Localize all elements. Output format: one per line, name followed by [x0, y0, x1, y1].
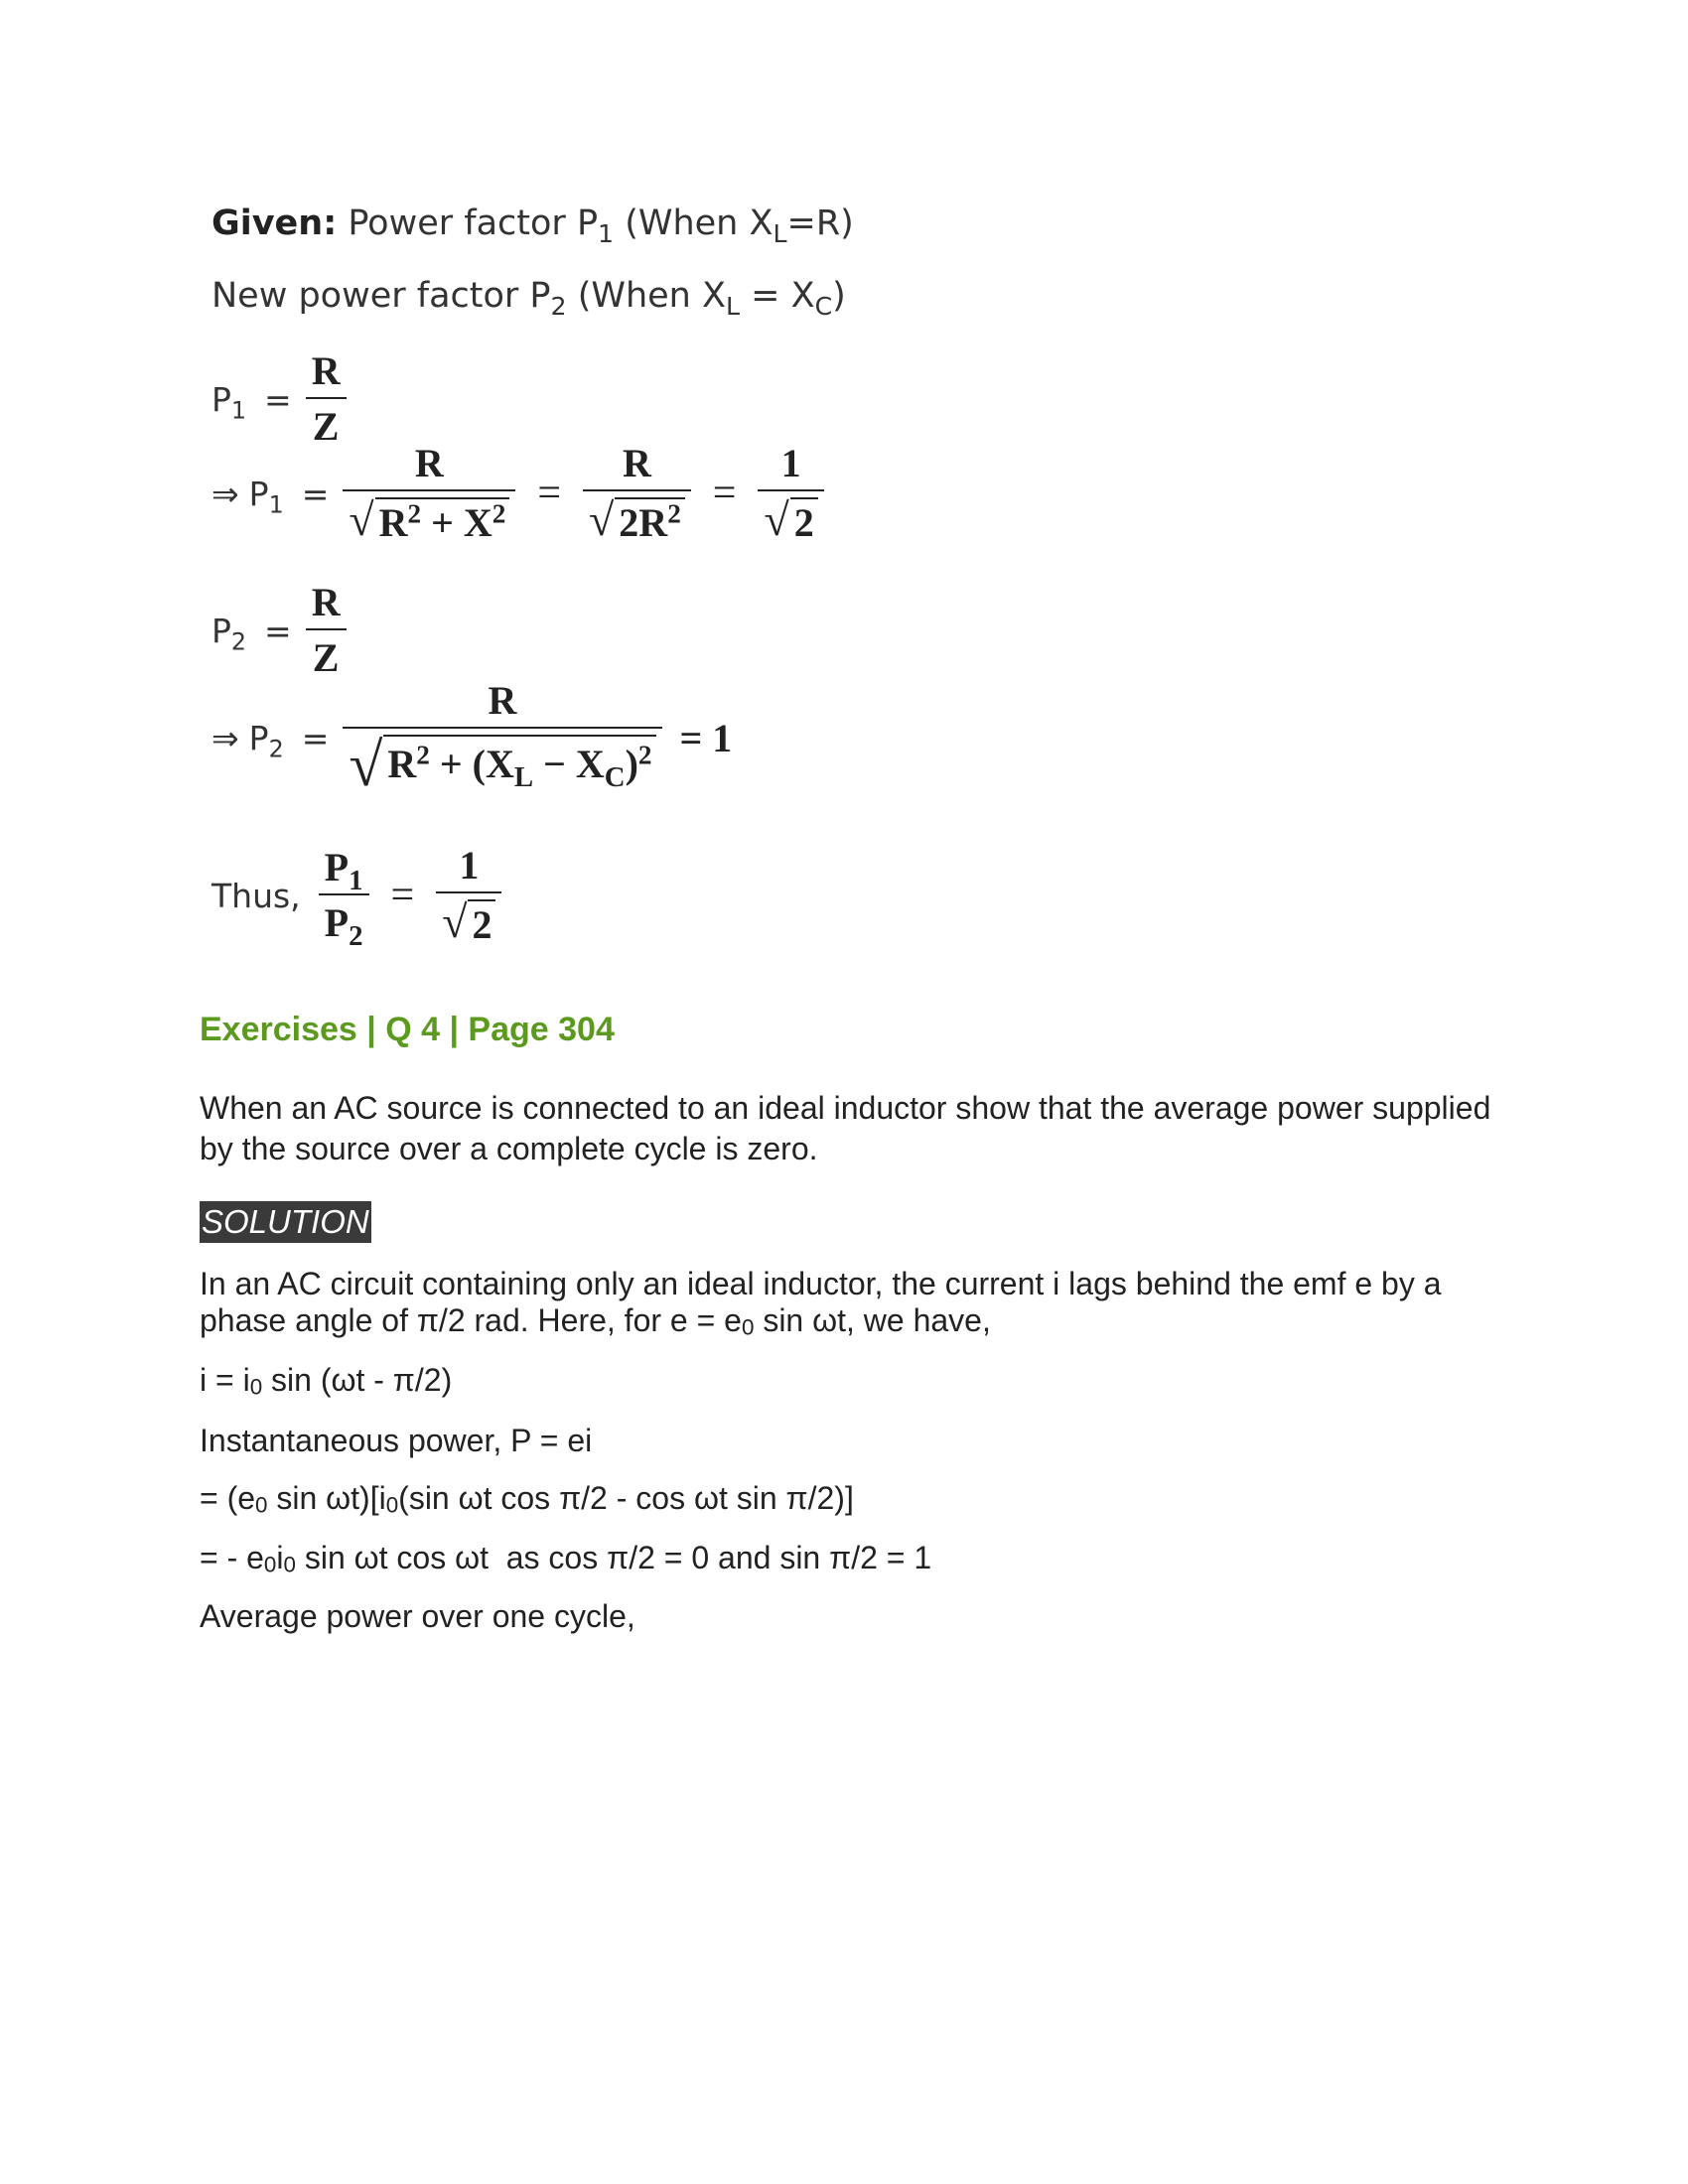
expansion-line: = (e0 sin ωt)[i0(sin ωt cos π/2 - cos ωt sin π/2)]: [200, 1480, 854, 1518]
equation-p1-evaluation: ⇒ $P_1$ = R √ $R^2 + X^2$ = R √ $2R^2$ = 1 √ 2: [211, 442, 824, 545]
fraction-one-over-root2-result: 1 √ 2: [436, 844, 501, 947]
simplification-line: = - e0i0 sin ωt cos ωt as cos π/2 = 0 and sin π/2 = 1: [200, 1540, 932, 1577]
fraction-one-over-root2: 1 √ 2: [758, 442, 823, 545]
solution-badge: SOLUTION: [200, 1201, 371, 1243]
fraction-r-over-sqrt-impedance: R √ $R^2 + (X_L - X_C)^2$: [343, 679, 661, 796]
average-power-line: Average power over one cycle,: [200, 1598, 635, 1634]
solution-paragraph: In an AC circuit containing only an ideal inductor, the current i lags behind the emf e by a phase angle of π/2 rad. Here, for e = e0 sin ωt, we have,: [200, 1266, 1442, 1340]
equation-ratio-result: Thus, $\frac{P_1}{P_2}$ = 1 √ 2: [211, 844, 501, 947]
fraction-r-over-z-2: $\frac{R}{Z}$: [306, 581, 347, 680]
equation-p1-definition: $P_1$ = $\frac{R}{Z}$: [211, 349, 347, 449]
fraction-r-over-sqrt-r2-x2: R √ $R^2 + X^2$: [343, 442, 515, 545]
given-line: Given: Power factor $P_1$ (When $X_L=R$): [211, 204, 854, 249]
equation-p2-definition: $P_2$ = $\frac{R}{Z}$: [211, 581, 347, 680]
equation-p2-evaluation: ⇒ $P_2$ = R √ $R^2 + (X_L - X_C)^2$ = 1: [211, 678, 733, 799]
given-label: Given:: [211, 204, 338, 243]
exercise-heading: Exercises | Q 4 | Page 304: [200, 1011, 615, 1048]
fraction-r-over-z: $\frac{R}{Z}$: [306, 349, 347, 449]
fraction-p1-over-p2: $\frac{P_1}{P_2}$: [319, 846, 369, 945]
question-text: When an AC source is connected to an ideal inductor show that the average power supplied by the source over a complete cycle is zero.: [200, 1090, 1491, 1166]
current-equation: i = i0 sin (ωt - π/2): [200, 1362, 453, 1400]
instantaneous-power-line: Instantaneous power, P = ei: [200, 1423, 593, 1458]
new-power-factor-line: New power factor $P_2$ (When $X_L = X_C$): [211, 276, 846, 322]
fraction-r-over-sqrt-2r2: R √ $2R^2$: [583, 442, 691, 545]
